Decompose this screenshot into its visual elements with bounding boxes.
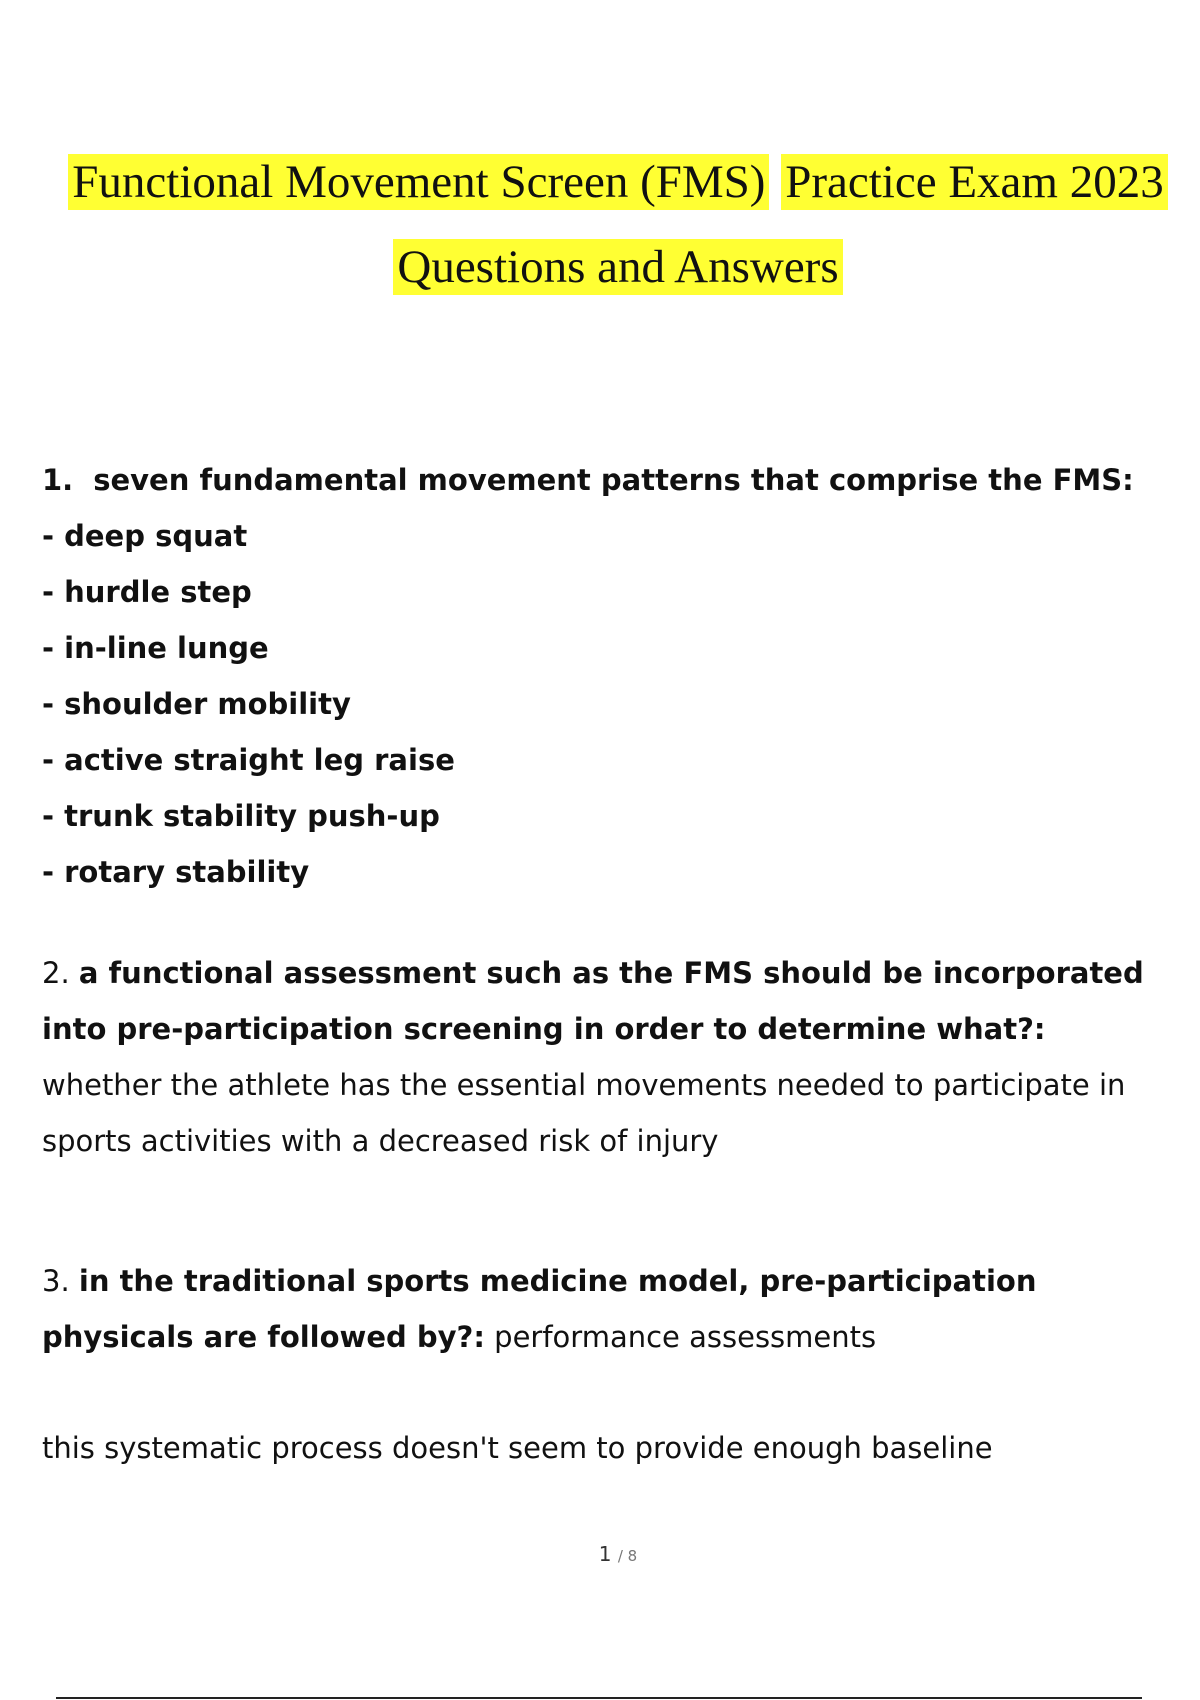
title-highlight-2: Practice Exam 2023 [781,154,1167,210]
bottom-divider [56,1697,1142,1699]
document-title [0,140,1200,310]
answer-text: performance assessments [494,1320,877,1354]
current-page-number: 1 [598,1542,612,1566]
question-3 [42,1253,1172,1476]
question-text: seven fundamental movement patterns that comprise the FMS: [93,463,1134,497]
question-text: in the traditional sports medicine model, pre-participation physicals are followed by?: [42,1264,1037,1354]
answer-text: whether the athlete has the essential movements needed to participate in sports activities with a decreased risk of injury [42,1068,1126,1158]
question-text: a functional assessment such as the FMS should be incorporated into pre-participation screening in order to determine what?: [42,956,1144,1046]
title-highlight-3: Questions and Answers [393,239,842,295]
question-number: 1. [42,463,74,497]
title-line-1 [0,140,1200,225]
page-indicator [0,1542,1200,1566]
question-3-paragraph [42,1253,1172,1365]
list-item: - deep squat [42,519,248,553]
answer-continuation: this systematic process doesn't seem to provide enough baseline [42,1431,993,1465]
question-number: 3. [42,1264,70,1298]
list-item: - hurdle step [42,575,252,609]
question-2-paragraph [42,945,1172,1169]
title-highlight-1: Functional Movement Screen (FMS) [68,154,769,210]
title-line-2 [0,225,1200,310]
question-number: 2. [42,956,70,990]
list-item: - trunk stability push-up [42,799,440,833]
question-2 [42,945,1172,1169]
list-item: - rotary stability [42,855,310,889]
movement-pattern-list [42,508,1172,900]
total-pages: / 8 [617,1547,638,1565]
question-1 [42,452,1172,900]
list-item: - shoulder mobility [42,687,351,721]
list-item: - in-line lunge [42,631,269,665]
questions-content [42,452,1172,1476]
list-item: - active straight leg raise [42,743,455,777]
question-1-heading [42,452,1172,508]
